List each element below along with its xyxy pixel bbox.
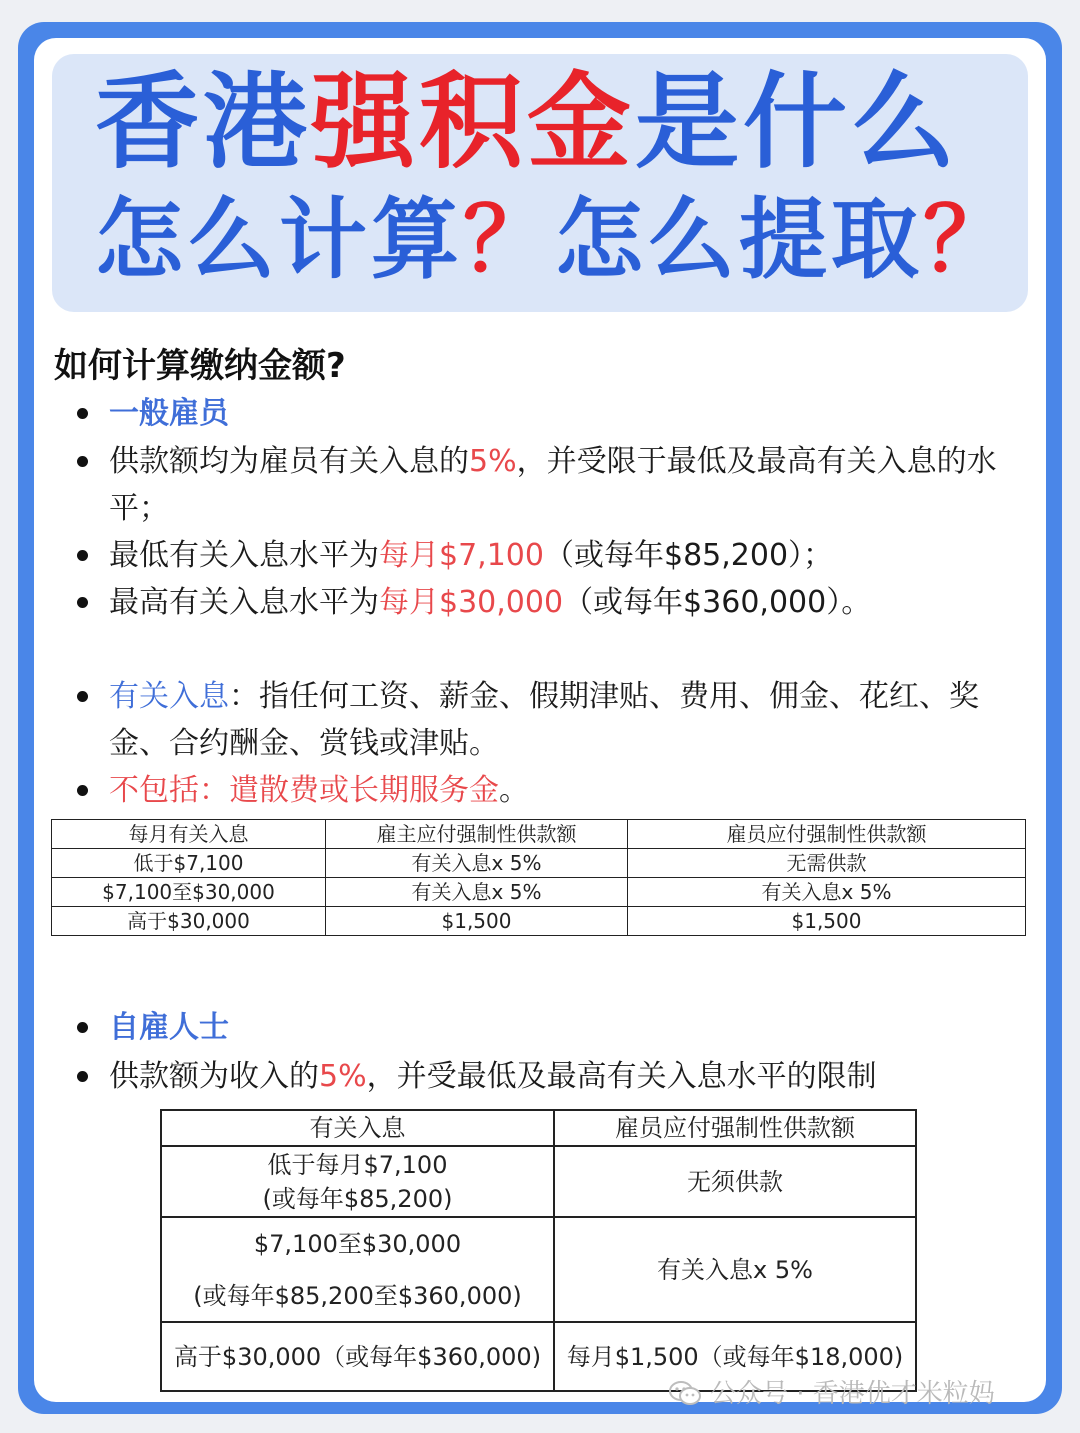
text: （或每年$360,000）。 [563, 585, 872, 620]
text: ，并受最低及最高有关入息水平的限制 [366, 1059, 877, 1094]
table-row [161, 1217, 916, 1322]
title-question-mark: ？ [463, 188, 556, 291]
self-employed-contribution-table [160, 1109, 917, 1392]
table-cell: $1,500 [326, 907, 628, 936]
section-heading: 如何计算缴纳金额? [54, 346, 346, 386]
cell-line: (或每年$85,200至$360,000) [193, 1281, 522, 1310]
table-cell: 低于$7,100 [52, 849, 326, 878]
employee-bullet-2 [77, 532, 1017, 579]
text: 最高有关入息水平为 [109, 585, 379, 620]
title-part: 怎么计算 [95, 188, 464, 291]
text: 最低有关入息水平为 [109, 538, 379, 573]
highlight-text: 每月$30,000 [379, 585, 564, 620]
title-part: 是什么 [635, 61, 960, 183]
table-header-row [161, 1110, 916, 1146]
self-employed-bullet-1 [77, 1053, 1017, 1100]
self-employed-label: 自雇人士 [109, 1010, 229, 1045]
title-line-1 [95, 61, 960, 183]
table-cell: 有关入息x 5% [326, 849, 628, 878]
table-cell: 有关入息x 5% [554, 1217, 916, 1322]
table-cell: 高于$30,000（或每年$360,000) [161, 1322, 554, 1391]
bullet-text [77, 673, 1017, 767]
highlight-text: 5% [319, 1059, 367, 1094]
title-highlight: 强积金 [311, 61, 636, 183]
table-cell: 无须供款 [554, 1146, 916, 1217]
title-line-2 [95, 188, 1016, 291]
table-row [52, 907, 1026, 936]
text: （或每年$85,200）； [543, 538, 834, 573]
title-part: 怎么提取 [555, 188, 924, 291]
table-row [52, 878, 1026, 907]
cell-line: (或每年$85,200) [262, 1184, 453, 1213]
text: 供款额均为雇员有关入息的 [109, 444, 469, 479]
table-row [52, 849, 1026, 878]
watermark-text: 公众号 · 香港优才米粒妈 [710, 1379, 995, 1409]
table-header-cell: 雇主应付强制性供款额 [326, 820, 628, 849]
table-header-cell: 每月有关入息 [52, 820, 326, 849]
bullet-text [77, 1053, 1017, 1100]
text: ，并受限于最低及最高有关入息的水平； [109, 444, 997, 526]
table-cell: 高于$30,000 [52, 907, 326, 936]
table-row [161, 1146, 916, 1217]
title-part: 香港 [95, 61, 312, 183]
exclusion-text: 不包括：遣散费或长期服务金 [109, 773, 499, 808]
table-header-cell: 雇员应付强制性供款额 [554, 1110, 916, 1146]
income-label: 有关入息 [109, 679, 229, 714]
table-header-cell: 雇员应付强制性供款额 [628, 820, 1026, 849]
text: ：指任何工资、薪金、假期津贴、费用、佣金、花红、奖金、合约酬金、赏钱或津贴。 [109, 679, 979, 761]
table-cell: $7,100至$30,000 [52, 878, 326, 907]
employee-bullet-1 [77, 438, 1017, 532]
text: 。 [499, 773, 529, 808]
exclusion-item [77, 767, 1017, 814]
employee-contribution-table [51, 819, 1026, 936]
income-definition-item [77, 673, 1017, 767]
table-cell: 无需供款 [628, 849, 1026, 878]
highlight-text: 每月$7,100 [379, 538, 544, 573]
table-header-cell: 有关入息 [161, 1110, 554, 1146]
table-cell: $1,500 [628, 907, 1026, 936]
table-cell: 每月$1,500（或每年$18,000) [554, 1322, 916, 1391]
self-employed-label-item [77, 1004, 1017, 1051]
table-cell: 有关入息x 5% [628, 878, 1026, 907]
wechat-icon [668, 1380, 702, 1406]
table-cell [161, 1217, 554, 1322]
cell-line: $7,100至$30,000 [253, 1229, 462, 1258]
cell-line: 低于每月$7,100 [267, 1150, 448, 1179]
table-cell: 有关入息x 5% [326, 878, 628, 907]
bullet-text [77, 532, 1017, 579]
bullet-text [77, 767, 1017, 814]
employee-label-item [77, 390, 1017, 437]
employee-label: 一般雇员 [109, 396, 229, 431]
bullet-text [77, 579, 1017, 626]
title-question-mark: ？ [923, 188, 1016, 291]
table-cell [161, 1146, 554, 1217]
watermark [668, 1373, 995, 1410]
bullet-text [77, 438, 1017, 532]
text: 供款额为收入的 [109, 1059, 319, 1094]
highlight-text: 5% [469, 444, 517, 479]
employee-bullet-3 [77, 579, 1017, 626]
table-header-row [52, 820, 1026, 849]
